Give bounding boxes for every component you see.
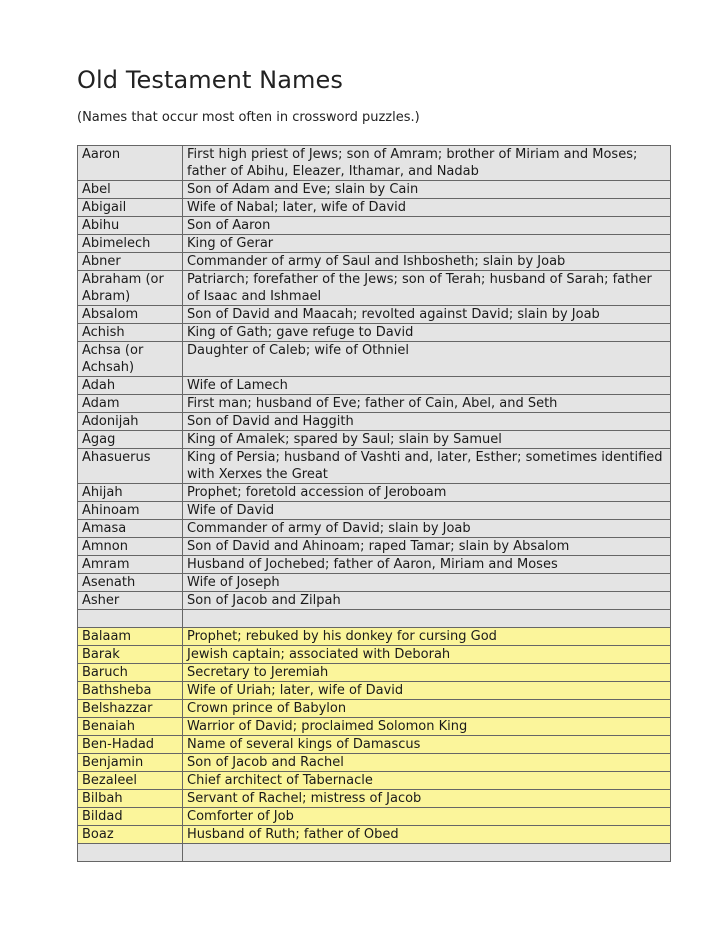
blank-row xyxy=(78,844,671,862)
name-cell: Amasa xyxy=(78,520,183,538)
table-row xyxy=(78,556,671,574)
name-cell: Abner xyxy=(78,253,183,271)
table-row xyxy=(78,772,671,790)
name-cell: Balaam xyxy=(78,628,183,646)
description-cell: Son of Jacob and Rachel xyxy=(183,754,671,772)
description-cell: Wife of Lamech xyxy=(183,377,671,395)
description-cell: Son of Adam and Eve; slain by Cain xyxy=(183,181,671,199)
table-row xyxy=(78,431,671,449)
table-row xyxy=(78,808,671,826)
name-cell: Belshazzar xyxy=(78,700,183,718)
table-row xyxy=(78,395,671,413)
name-cell: Bezaleel xyxy=(78,772,183,790)
name-cell: Amnon xyxy=(78,538,183,556)
table-row xyxy=(78,199,671,217)
name-cell: Asher xyxy=(78,592,183,610)
description-cell: Husband of Jochebed; father of Aaron, Miriam and Moses xyxy=(183,556,671,574)
name-cell: Aaron xyxy=(78,146,183,181)
table-row xyxy=(78,377,671,395)
table-row xyxy=(78,217,671,235)
description-cell: Son of David and Haggith xyxy=(183,413,671,431)
name-cell: Bilbah xyxy=(78,790,183,808)
page-subtitle: (Names that occur most often in crossword puzzles.) xyxy=(77,110,420,125)
table-row xyxy=(78,271,671,306)
table-row xyxy=(78,736,671,754)
name-cell: Baruch xyxy=(78,664,183,682)
description-cell: Warrior of David; proclaimed Solomon King xyxy=(183,718,671,736)
table-row xyxy=(78,664,671,682)
description-cell: Patriarch; forefather of the Jews; son of Terah; husband of Sarah; father of Isaac and Ishmael xyxy=(183,271,671,306)
description-cell: First high priest of Jews; son of Amram; brother of Miriam and Moses; father of Abihu, Eleazer, Ithamar, and Nadab xyxy=(183,146,671,181)
name-cell: Boaz xyxy=(78,826,183,844)
name-cell: Absalom xyxy=(78,306,183,324)
table-row xyxy=(78,592,671,610)
name-cell: Achsa (or Achsah) xyxy=(78,342,183,377)
name-cell: Abel xyxy=(78,181,183,199)
table-row xyxy=(78,342,671,377)
table-row xyxy=(78,484,671,502)
name-cell xyxy=(78,610,183,628)
name-cell: Amram xyxy=(78,556,183,574)
description-cell: Wife of David xyxy=(183,502,671,520)
table-row xyxy=(78,502,671,520)
name-cell: Abigail xyxy=(78,199,183,217)
description-cell: King of Persia; husband of Vashti and, later, Esther; sometimes identified with Xerxes the Great xyxy=(183,449,671,484)
description-cell: Wife of Joseph xyxy=(183,574,671,592)
description-cell: Commander of army of David; slain by Joab xyxy=(183,520,671,538)
table-row xyxy=(78,306,671,324)
table-row xyxy=(78,682,671,700)
name-cell: Achish xyxy=(78,324,183,342)
description-cell: Servant of Rachel; mistress of Jacob xyxy=(183,790,671,808)
name-cell xyxy=(78,844,183,862)
name-cell: Ahasuerus xyxy=(78,449,183,484)
table-row xyxy=(78,449,671,484)
description-cell: King of Gerar xyxy=(183,235,671,253)
description-cell: Wife of Nabal; later, wife of David xyxy=(183,199,671,217)
table-row xyxy=(78,646,671,664)
page-title: Old Testament Names xyxy=(77,66,343,94)
description-cell: Prophet; foretold accession of Jeroboam xyxy=(183,484,671,502)
name-cell: Adonijah xyxy=(78,413,183,431)
table-row xyxy=(78,520,671,538)
description-cell: Name of several kings of Damascus xyxy=(183,736,671,754)
name-cell: Adam xyxy=(78,395,183,413)
description-cell: Daughter of Caleb; wife of Othniel xyxy=(183,342,671,377)
description-cell: Chief architect of Tabernacle xyxy=(183,772,671,790)
name-cell: Abihu xyxy=(78,217,183,235)
description-cell: Comforter of Job xyxy=(183,808,671,826)
table-row xyxy=(78,628,671,646)
description-cell xyxy=(183,844,671,862)
names-table-body xyxy=(78,146,671,862)
description-cell: Prophet; rebuked by his donkey for cursing God xyxy=(183,628,671,646)
table-row xyxy=(78,574,671,592)
description-cell: Jewish captain; associated with Deborah xyxy=(183,646,671,664)
description-cell: King of Gath; gave refuge to David xyxy=(183,324,671,342)
description-cell: Son of David and Ahinoam; raped Tamar; slain by Absalom xyxy=(183,538,671,556)
description-cell: Secretary to Jeremiah xyxy=(183,664,671,682)
name-cell: Adah xyxy=(78,377,183,395)
description-cell: Son of Jacob and Zilpah xyxy=(183,592,671,610)
name-cell: Barak xyxy=(78,646,183,664)
description-cell: Commander of army of Saul and Ishbosheth; slain by Joab xyxy=(183,253,671,271)
name-cell: Asenath xyxy=(78,574,183,592)
name-cell: Bildad xyxy=(78,808,183,826)
table-row xyxy=(78,235,671,253)
name-cell: Benaiah xyxy=(78,718,183,736)
name-cell: Abraham (or Abram) xyxy=(78,271,183,306)
description-cell: Son of Aaron xyxy=(183,217,671,235)
description-cell: Wife of Uriah; later, wife of David xyxy=(183,682,671,700)
name-cell: Agag xyxy=(78,431,183,449)
names-table xyxy=(77,145,671,862)
table-row xyxy=(78,718,671,736)
table-row xyxy=(78,181,671,199)
name-cell: Benjamin xyxy=(78,754,183,772)
table-row xyxy=(78,324,671,342)
description-cell: First man; husband of Eve; father of Cain, Abel, and Seth xyxy=(183,395,671,413)
description-cell: Crown prince of Babylon xyxy=(183,700,671,718)
table-row xyxy=(78,754,671,772)
table-row xyxy=(78,826,671,844)
table-row xyxy=(78,146,671,181)
table-row xyxy=(78,253,671,271)
table-row xyxy=(78,790,671,808)
name-cell: Ben-Hadad xyxy=(78,736,183,754)
blank-row xyxy=(78,610,671,628)
description-cell: King of Amalek; spared by Saul; slain by Samuel xyxy=(183,431,671,449)
table-row xyxy=(78,538,671,556)
description-cell: Husband of Ruth; father of Obed xyxy=(183,826,671,844)
description-cell: Son of David and Maacah; revolted against David; slain by Joab xyxy=(183,306,671,324)
table-row xyxy=(78,700,671,718)
name-cell: Abimelech xyxy=(78,235,183,253)
name-cell: Ahijah xyxy=(78,484,183,502)
name-cell: Ahinoam xyxy=(78,502,183,520)
description-cell xyxy=(183,610,671,628)
name-cell: Bathsheba xyxy=(78,682,183,700)
table-row xyxy=(78,413,671,431)
